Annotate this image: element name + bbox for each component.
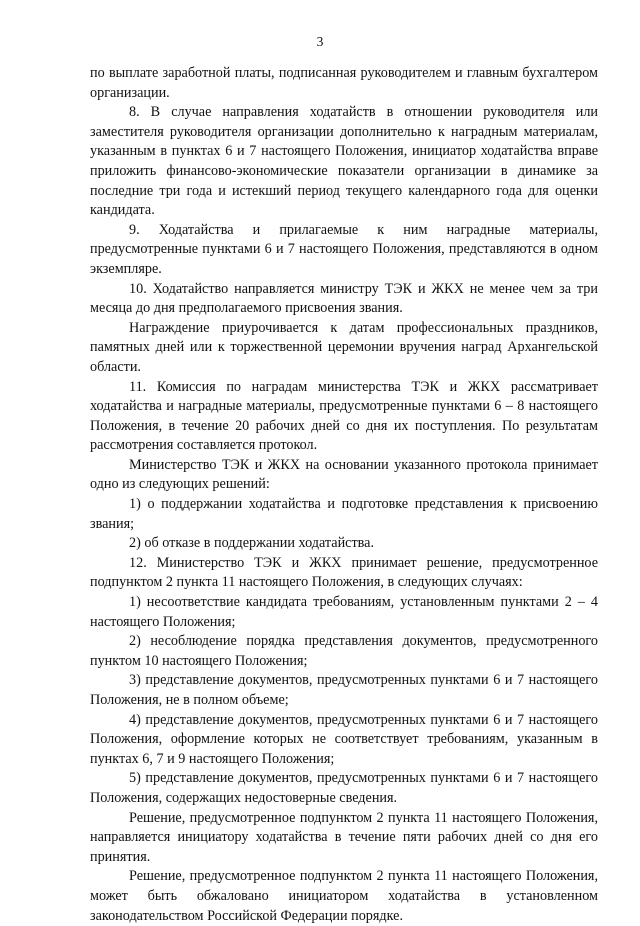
paragraph-item-10: 10. Ходатайство направляется министру ТЭК и ЖКХ не менее чем за три месяца до дня предполагаемого присвоения звания. <box>90 280 598 317</box>
paragraph-decision-option-1: 1) о поддержании ходатайства и подготовке представления к присвоению звания; <box>90 496 598 532</box>
paragraph-refusal-case-5: 5) представление документов, предусмотренных пунктами 6 и 7 настоящего Положения, содержащих недостоверные сведения. <box>90 770 598 806</box>
paragraph-item-8: 8. В случае направления ходатайств в отношении руководителя или заместителя руководителя организации дополнительно к наградным материалам, указанным в пунктах 6 и 7 настоящего Положения, инициатор ходатайства вправе приложить финансово-экономические показатели организации в динамике за последние три года и истекший период текущего календарного года для оценки кандидата. <box>90 104 598 219</box>
paragraph-refusal-case-1: 1) несоответствие кандидата требованиям, установленным пунктами 2 – 4 настоящего Положения; <box>90 594 598 630</box>
paragraph-refusal-case-2: 2) несоблюдение порядка представления документов, предусмотренного пунктом 10 настоящего Положения; <box>90 633 598 669</box>
page-number: 3 <box>316 34 324 49</box>
paragraph-ministry-decision: Министерство ТЭК и ЖКХ на основании указанного протокола принимает одно из следующих решений: <box>90 456 598 493</box>
paragraph-item-11: 11. Комиссия по наградам министерства ТЭК и ЖКХ рассматривает ходатайства и наградные материалы, предусмотренные пунктами 6 – 8 настоящего Положения, в течение 20 рабочих дней со дня их поступления. По результатам рассмотрения составляется протокол. <box>90 378 598 454</box>
paragraph-item-9: 9. Ходатайства и прилагаемые к ним наградные материалы, предусмотренные пунктами 6 и 7 настоящего Положения, представляются в одном экземпляре. <box>90 221 598 277</box>
paragraph-awarding-dates: Награждение приурочивается к датам профессиональных праздников, памятных дней или к торжественной церемонии вручения наград Архангельской области. <box>90 319 598 375</box>
paragraph-decision-option-2: 2) об отказе в поддержании ходатайства. <box>129 535 375 552</box>
paragraph-refusal-case-4: 4) представление документов, предусмотренных пунктами 6 и 7 настоящего Положения, оформление которых не соответствует требованиям, указанным в пунктах 6, 7 и 9 настоящего Положения; <box>90 711 598 767</box>
paragraph-refusal-case-3: 3) представление документов, предусмотренных пунктами 6 и 7 настоящего Положения, не в полном объеме; <box>90 672 598 708</box>
paragraph-decision-notification: Решение, предусмотренное подпунктом 2 пункта 11 настоящего Положения, направляется инициатору ходатайства в течение пяти рабочих дней со дня его принятия. <box>90 809 598 865</box>
paragraph-item-12: 12. Министерство ТЭК и ЖКХ принимает решение, предусмотренное подпунктом 2 пункта 11 настоящего Положения, в следующих случаях: <box>90 554 598 591</box>
document-body <box>90 64 598 926</box>
paragraph-continuation: по выплате заработной платы, подписанная руководителем и главным бухгалтером организации. <box>90 65 598 101</box>
paragraph-decision-appeal: Решение, предусмотренное подпунктом 2 пункта 11 настоящего Положения, может быть обжаловано инициатором ходатайства в установленном законодательством Российской Федерации порядке. <box>90 868 598 924</box>
